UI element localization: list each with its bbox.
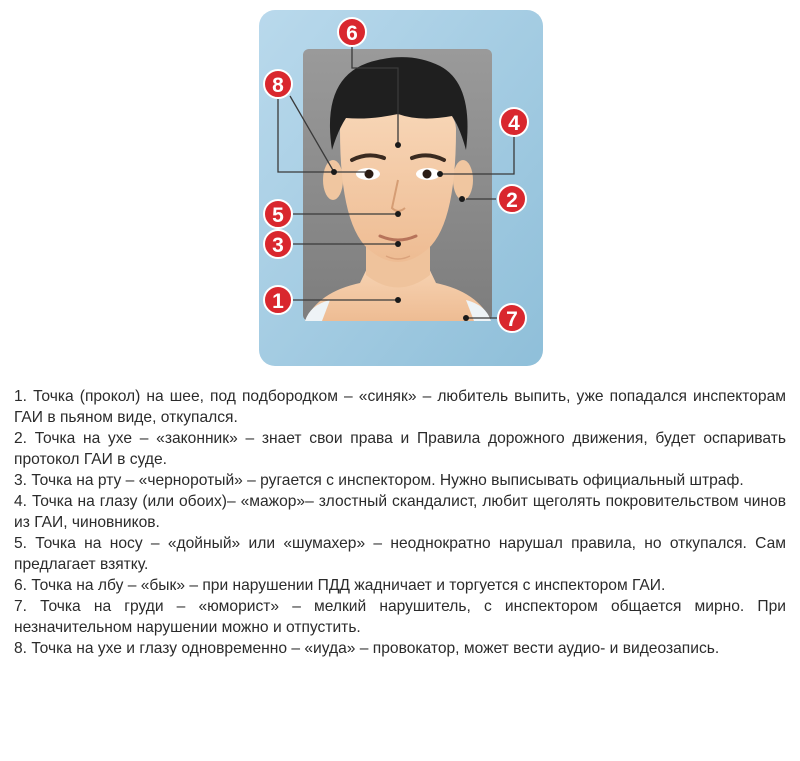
marker-3-label: 3 [272, 234, 284, 257]
left-ear [323, 160, 343, 200]
legend-item-5: 5. Точка на носу – «дойный» или «шумахер» – неоднократно нарушал правила, но откупался. Сам предлагает взятку. [14, 535, 786, 573]
dot-eye [437, 171, 443, 177]
legend-item-1: 1. Точка (прокол) на шее, под подбородком – «синяк» – любитель выпить, уже попадался инспекторам ГАИ в пьяном виде, откупался. [14, 388, 786, 426]
dot-ear [459, 196, 465, 202]
dot-ear-eye [331, 169, 337, 175]
marker-2-label: 2 [506, 189, 518, 212]
marker-3 [264, 230, 292, 258]
dot-neck [395, 297, 401, 303]
dot-forehead [395, 142, 401, 148]
marker-6 [338, 18, 366, 46]
marker-4-label: 4 [508, 112, 520, 135]
dot-mouth [395, 241, 401, 247]
legend-item-3: 3. Точка на рту – «чернoротый» – ругается с инспектором. Нужно выписывать официальный штраф. [14, 472, 744, 489]
legend-item-2: 2. Точка на ухе – «законник» – знает свои права и Правила дорожного движения, будет оспаривать протокол ГАИ в суде. [14, 430, 786, 468]
marker-1-label: 1 [272, 290, 284, 313]
legend-item-4: 4. Точка на глазу (или обоих)– «мажор»– злостный скандалист, любит щеголять покровительством чинов из ГАИ, чиновников. [14, 493, 786, 531]
dot-nose [395, 211, 401, 217]
marker-7-label: 7 [506, 308, 518, 331]
legend-item-8: 8. Точка на ухе и глазу одновременно – «иуда» – провокатор, может вести аудио- и видеозапись. [14, 640, 720, 657]
legend-item-6: 6. Точка на лбу – «бык» – при нарушении ПДД жадничает и торгуется с инспектором ГАИ. [14, 577, 666, 594]
marker-6-label: 6 [346, 22, 358, 45]
marker-5 [264, 200, 292, 228]
face-diagram-svg [0, 0, 800, 380]
face-diagram [0, 0, 800, 380]
right-ear [453, 160, 473, 200]
legend-list [14, 386, 786, 659]
marker-5-label: 5 [272, 204, 284, 227]
marker-8-label: 8 [272, 74, 284, 97]
marker-4 [500, 108, 528, 136]
dot-chest [463, 315, 469, 321]
legend-item-7: 7. Точка на груди – «юморист» – мелкий нарушитель, с инспектором общается мирно. При незначительном нарушении можно и отпустить. [14, 598, 786, 636]
marker-8 [264, 70, 292, 98]
marker-2 [498, 185, 526, 213]
marker-7 [498, 304, 526, 332]
marker-1 [264, 286, 292, 314]
